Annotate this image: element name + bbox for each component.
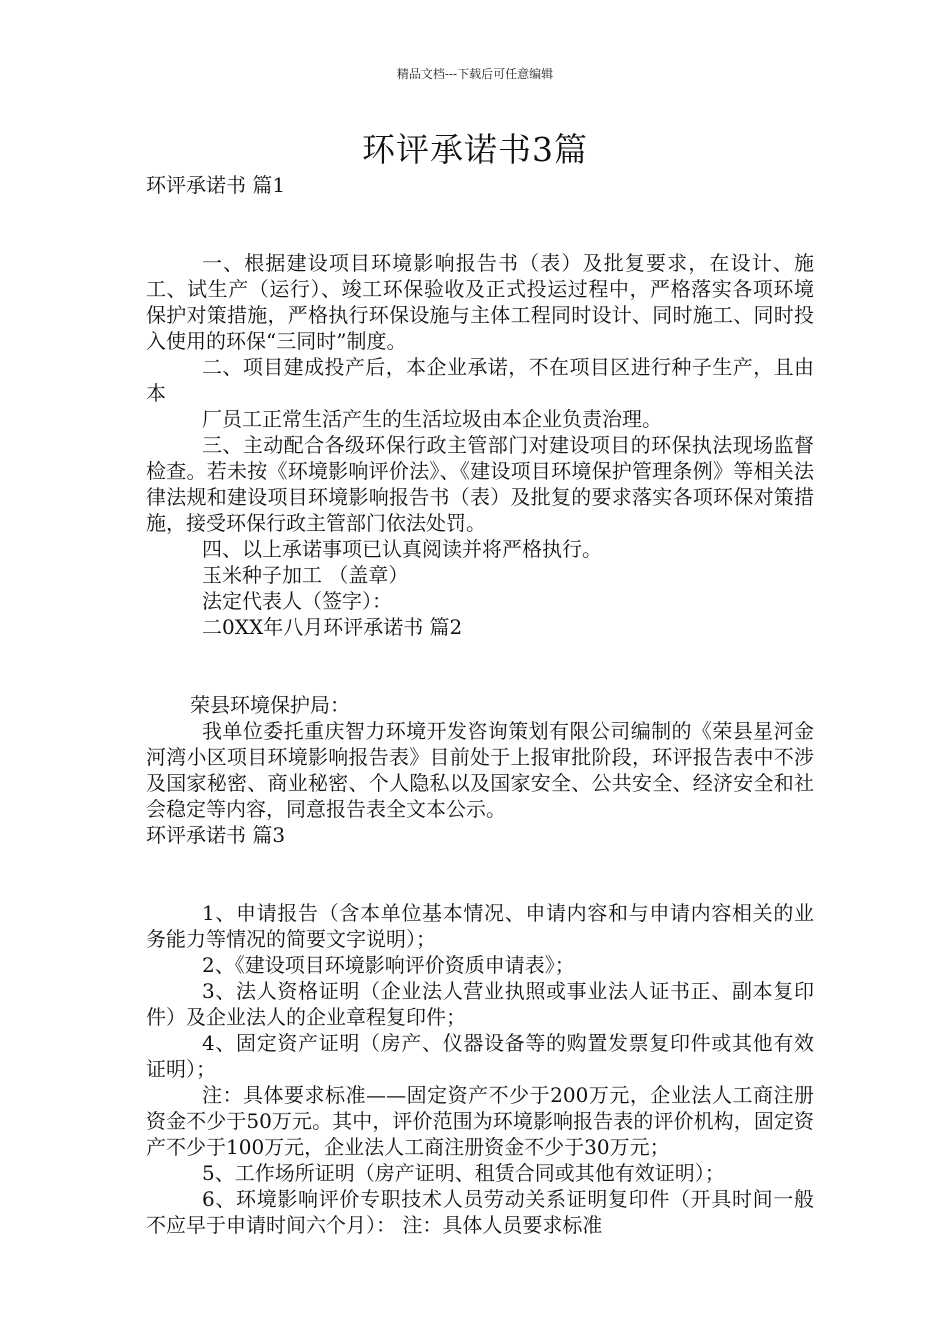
paragraph: 我单位委托重庆智力环境开发咨询策划有限公司编制的《荣县星河金河湾小区项目环境影响报告表》目前处于上报审批阶段，环评报告表中不涉及国家秘密、商业秘密、个人隐私以及国家安全、公共安全、经济安全和社会稳定等内容，同意报告表全文本公示。 [146,719,814,821]
addressee: 荣县环境保护局： [190,693,350,717]
paragraph: 厂员工正常生活产生的生活垃圾由本企业负责治理。 [202,407,662,431]
note-paragraph: 注：具体要求标准——固定资产不少于200万元，企业法人工商注册资金不少于50万元。其中，评价范围为环境影响报告表的评价机构，固定资产不少于100万元，企业法人工商注册资金不少于30万元； [146,1083,814,1159]
paragraph: 二、项目建成投产后，本企业承诺，不在项目区进行种子生产，且由本 [146,355,814,405]
paragraph: 四、以上承诺事项已认真阅读并将严格执行。 [202,537,602,561]
document-title: 环评承诺书3篇 [362,130,588,169]
seal-line: 玉米种子加工 （盖章） [202,563,409,587]
list-item: 2、《建设项目环境影响评价资质申请表》； [202,953,575,977]
list-item: 1、申请报告（含本单位基本情况、申请内容和与申请内容相关的业务能力等情况的简要文字说明）； [146,901,814,951]
section-heading-3: 环评承诺书 篇3 [146,823,286,847]
document-body [146,172,814,1238]
list-item: 6、环境影响评价专职技术人员劳动关系证明复印件（开具时间一般不应早于申请时间六个月）： 注：具体人员要求标准 [146,1187,814,1237]
section-heading-1: 环评承诺书 篇1 [146,173,286,197]
spacer [146,848,814,900]
signature-line: 法定代表人（签字）： [202,589,392,613]
date-line: 二0XX年八月环评承诺书 篇2 [202,615,463,639]
list-item: 3、法人资格证明（企业法人营业执照或事业法人证书正、副本复印件）及企业法人的企业章程复印件； [146,979,814,1029]
paragraph: 三、主动配合各级环保行政主管部门对建设项目的环保执法现场监督检查。若未按《环境影响评价法》、《建设项目环境保护管理条例》等相关法律法规和建设项目环境影响报告书（表）及批复的要求落实各项环保对策措施，接受环保行政主管部门依法处罚。 [146,433,814,535]
list-item: 5、工作场所证明（房产证明、租赁合同或其他有效证明）； [202,1161,725,1185]
list-item: 4、固定资产证明（房产、仪器设备等的购置发票复印件或其他有效证明）； [146,1031,814,1081]
paragraph: 一、根据建设项目环境影响报告书（表）及批复要求，在设计、施工、试生产（运行）、竣工环保验收及正式投运过程中，严格落实各项环境保护对策措施，严格执行环保设施与主体工程同时设计、同时施工、同时投入使用的环保“三同时”制度。 [146,251,814,353]
spacer [146,198,814,250]
page-header-note: 精品文档---下载后可任意编辑 [396,67,554,81]
